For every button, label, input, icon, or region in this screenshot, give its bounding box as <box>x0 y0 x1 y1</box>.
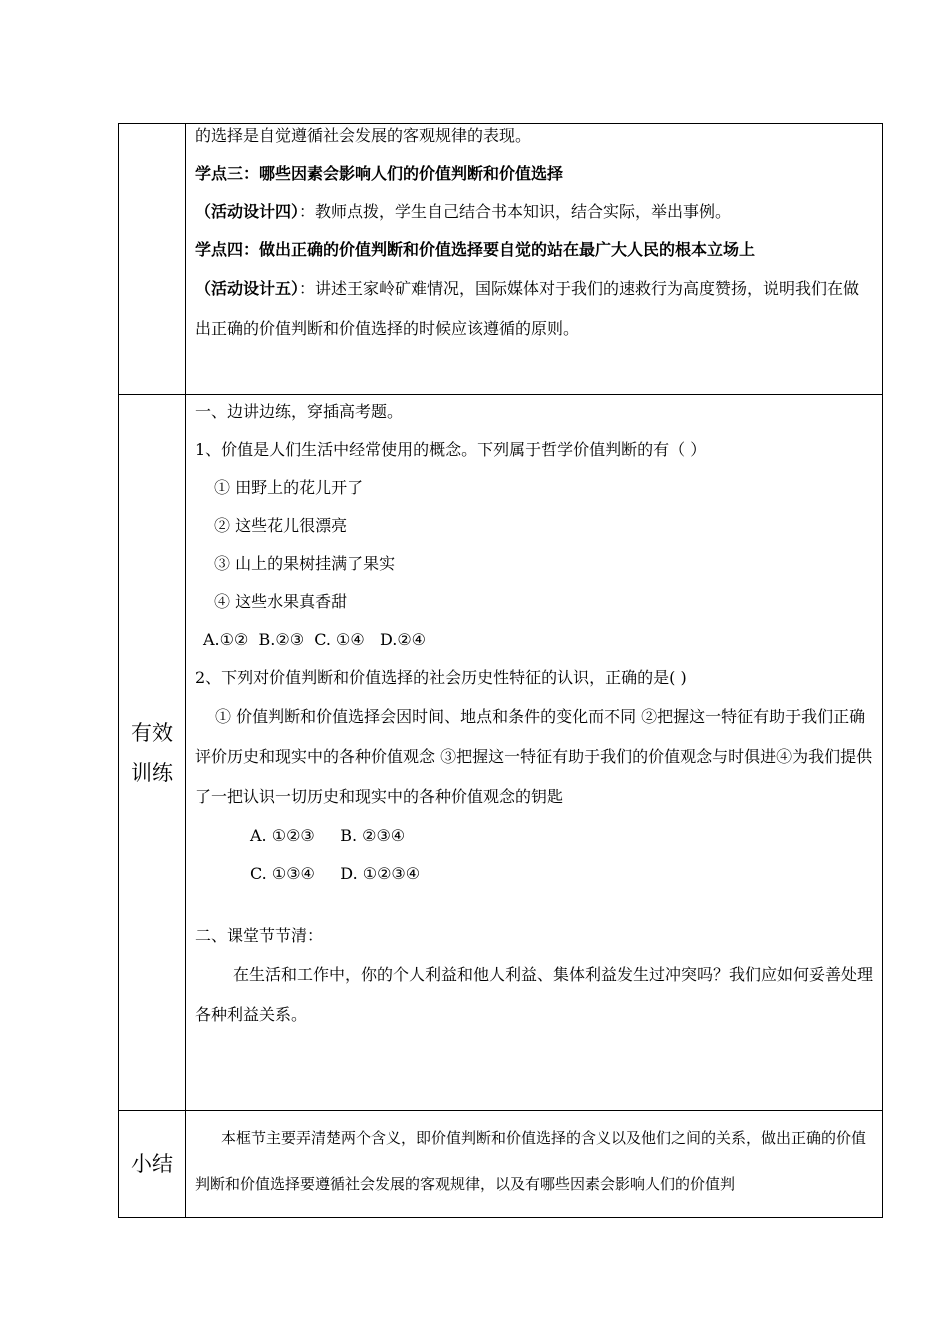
heading-practice: 一、边讲边练，穿插高考题。 <box>195 402 404 421</box>
training-row <box>119 395 883 1111</box>
lesson-plan-table <box>118 123 883 1218</box>
continuation-text: 的选择是自觉遵循社会发展的客观规律的表现。 <box>195 126 532 145</box>
summary-row-label: 小结 <box>119 1111 186 1218</box>
training-label-text: 有效训练 <box>131 720 173 785</box>
question-1-choices: A.①② B.②③ C. ①④ D.②④ <box>203 630 427 649</box>
summary-row-content <box>186 1111 883 1218</box>
question-2-choices-1: A. ①②③ B. ②③④ <box>250 826 406 845</box>
activity-row <box>119 124 883 395</box>
activity-5 <box>195 269 874 349</box>
heading-class-review: 二、课堂节节清： <box>195 926 324 945</box>
training-row-label <box>119 395 186 1111</box>
summary-row <box>119 1111 883 1218</box>
class-review-task: 在生活和工作中，你的个人利益和他人利益、集体利益发生过冲突吗？我们应如何妥善处理各种利益关系。 <box>195 965 874 1024</box>
study-point-4-title: 学点四：做出正确的价值判断和价值选择要自觉的站在最广大人民的根本立场上 <box>195 240 756 259</box>
question-1-option-1: ① 田野上的花儿开了 <box>214 478 364 497</box>
summary-text: 本框节主要弄清楚两个含义，即价值判断和价值选择的含义以及他们之间的关系，做出正确的价值判断和价值选择要遵循社会发展的客观规律，以及有哪些因素会影响人们的价值判 <box>195 1129 867 1193</box>
question-1-option-4: ④ 这些水果真香甜 <box>214 592 348 611</box>
study-point-3-title: 学点三：哪些因素会影响人们的价值判断和价值选择 <box>195 164 564 183</box>
activity-row-label-cell <box>119 124 186 395</box>
question-2: 2、下列对价值判断和价值选择的社会历史性特征的认识，正确的是( ) <box>195 668 687 687</box>
activity-row-content <box>186 124 883 395</box>
question-2-choices-2: C. ①③④ D. ①②③④ <box>250 864 421 883</box>
activity-5-label: （活动设计五） <box>195 279 300 298</box>
question-1-option-2: ② 这些花儿很漂亮 <box>214 516 348 535</box>
activity-4 <box>195 193 874 231</box>
training-row-content <box>186 395 883 1111</box>
question-1: 1、价值是人们生活中经常使用的概念。下列属于哲学价值判断的有（ ） <box>195 440 707 459</box>
question-2-body: ① 价值判断和价值选择会因时间、地点和条件的变化而不同 ②把握这一特征有助于我们正确评价历史和现实中的各种价值观念 ③把握这一特征有助于我们的价值观念与时俱进④为我们提供了一把认识一切历史和现实中的各种价值观念的钥匙 <box>195 707 873 806</box>
activity-5-text: ：讲述王家岭矿难情况，国际媒体对于我们的速救行为高度赞扬，说明我们在做出正确的价值判断和价值选择的时候应该遵循的原则。 <box>195 279 860 338</box>
activity-4-label: （活动设计四） <box>195 202 300 221</box>
activity-4-text: ：教师点拨，学生自己结合书本知识，结合实际，举出事例。 <box>299 202 732 221</box>
question-1-option-3: ③ 山上的果树挂满了果实 <box>214 554 396 573</box>
